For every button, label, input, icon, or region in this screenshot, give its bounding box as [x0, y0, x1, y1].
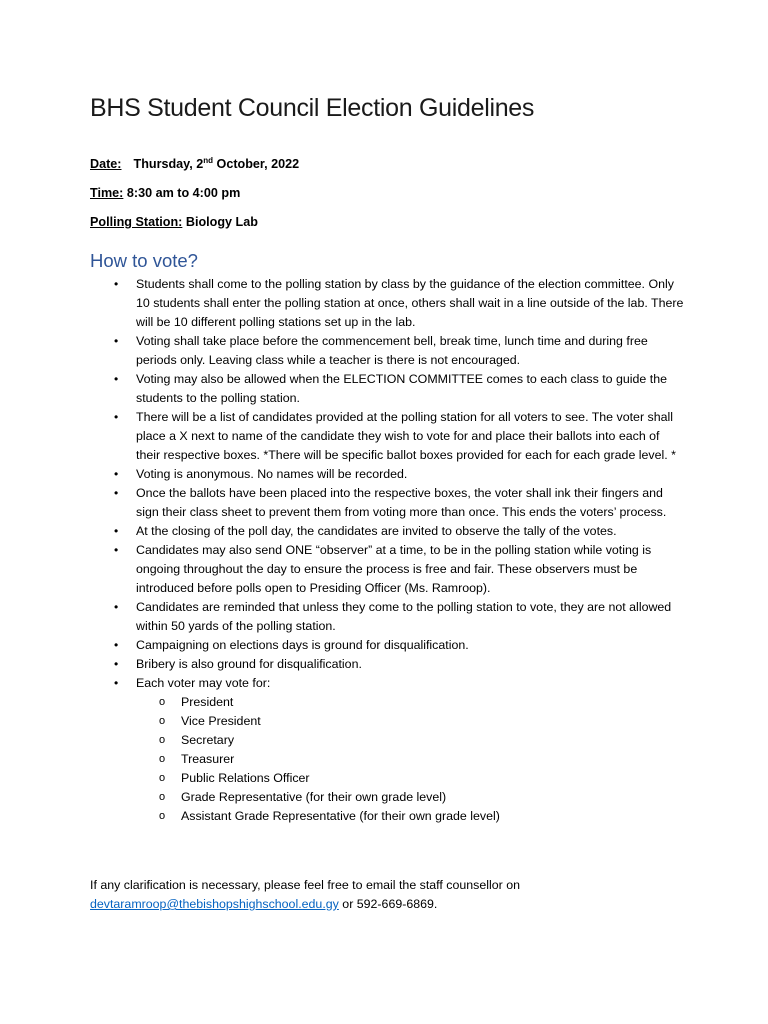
positions-list: [136, 693, 687, 826]
position-item-text: Assistant Grade Representative (for their own grade level): [181, 809, 500, 823]
time-value: 8:30 am to 4:00 pm: [123, 186, 241, 200]
position-item: [136, 769, 687, 788]
footer-text-after: or 592-669-6869.: [338, 897, 438, 911]
circle-bullet-icon: o: [159, 810, 166, 822]
list-item: [112, 408, 687, 465]
bullet-icon: •: [114, 410, 119, 424]
bullet-icon: •: [114, 486, 119, 500]
time-line: [90, 186, 240, 200]
bullet-icon: •: [114, 638, 119, 652]
list-item: [112, 484, 687, 522]
bullet-icon: •: [114, 676, 119, 690]
bullet-icon: •: [114, 524, 119, 538]
position-item-text: Treasurer: [181, 752, 235, 766]
list-item: [112, 522, 687, 541]
position-item: [136, 731, 687, 750]
list-item-text: Voting is anonymous. No names will be recorded.: [136, 467, 408, 481]
document-title: BHS Student Council Election Guidelines: [90, 94, 535, 122]
position-item-text: President: [181, 695, 234, 709]
list-item-text: There will be a list of candidates provided at the polling station for all voters to see. The voter shall place a X next to name of the candidate they wish to vote for and place their ballots into each of their respective boxes. *There will be specific ballot boxes provided for each for each grade level. *: [136, 410, 676, 462]
list-item-text: Candidates may also send ONE “observer” at a time, to be in the polling station while voting is ongoing throughout the day to ensure the process is free and fair. These observers must be introduced before polls open to Presiding Officer (Ms. Ramroop).: [136, 543, 652, 595]
circle-bullet-icon: o: [159, 753, 166, 765]
list-item: [112, 332, 687, 370]
polling-station-line: [90, 215, 258, 229]
circle-bullet-icon: o: [159, 734, 166, 746]
position-item: [136, 712, 687, 731]
position-item: [136, 788, 687, 807]
email-link[interactable]: devtaramroop@thebishopshighschool.edu.gy: [90, 897, 339, 911]
position-item: [136, 693, 687, 712]
bullet-icon: •: [114, 657, 119, 671]
circle-bullet-icon: o: [159, 772, 166, 784]
position-item-text: Secretary: [181, 733, 235, 747]
list-item: [112, 541, 687, 598]
position-item: [136, 750, 687, 769]
date-value: [134, 157, 300, 171]
circle-bullet-icon: o: [159, 696, 166, 708]
time-label: Time:: [90, 186, 124, 200]
date-line: [90, 157, 299, 171]
date-value-ordinal: nd: [203, 155, 214, 165]
date-value-suffix: October, 2022: [213, 157, 300, 171]
list-item: [112, 370, 687, 408]
rules-list: [112, 275, 687, 826]
list-item-text: Campaigning on elections days is ground for disqualification.: [136, 638, 469, 652]
section-heading: How to vote?: [90, 250, 198, 271]
position-item-text: Public Relations Officer: [181, 771, 310, 785]
bullet-icon: •: [114, 600, 119, 614]
list-item-text: Once the ballots have been placed into the respective boxes, the voter shall ink their fingers and sign their class sheet to prevent them from voting more than once. This ends the voters’ process.: [136, 486, 667, 519]
polling-station-label: Polling Station:: [90, 215, 183, 229]
list-item-text: Voting may also be allowed when the ELECTION COMMITTEE comes to each class to guide the students to the polling station.: [136, 372, 667, 405]
list-item: [112, 674, 687, 826]
list-item-text: Candidates are reminded that unless they come to the polling station to vote, they are not allowed within 50 yards of the polling station.: [136, 600, 672, 633]
list-item-text: At the closing of the poll day, the candidates are invited to observe the tally of the votes.: [136, 524, 617, 538]
list-item: [112, 636, 687, 655]
list-item: [112, 465, 687, 484]
bullet-icon: •: [114, 543, 119, 557]
bullet-icon: •: [114, 372, 119, 386]
circle-bullet-icon: o: [159, 791, 166, 803]
list-item-text: Each voter may vote for:: [136, 676, 271, 690]
date-label: Date:: [90, 157, 122, 171]
circle-bullet-icon: o: [159, 715, 166, 727]
bullet-icon: •: [114, 467, 119, 481]
bullet-icon: •: [114, 334, 119, 348]
list-item: [112, 655, 687, 674]
bullet-icon: •: [114, 277, 119, 291]
list-item-text: Students shall come to the polling station by class by the guidance of the election committee. Only 10 students shall enter the polling station at once, others shall wait in a line outside of the lab. There will be 10 different polling stations set up in the lab.: [136, 277, 684, 329]
position-item-text: Grade Representative (for their own grade level): [181, 790, 447, 804]
position-item-text: Vice President: [181, 714, 261, 728]
list-item: [112, 275, 687, 332]
list-item: [112, 598, 687, 636]
footer-note: [90, 876, 690, 914]
polling-station-value: Biology Lab: [182, 215, 258, 229]
date-value-prefix: Thursday, 2: [133, 157, 204, 171]
list-item-text: Bribery is also ground for disqualification.: [136, 657, 362, 671]
list-item-text: Voting shall take place before the commencement bell, break time, lunch time and during free periods only. Leaving class while a teacher is there is not encouraged.: [136, 334, 648, 367]
footer-text-before: If any clarification is necessary, please feel free to email the staff counsellor on: [90, 878, 520, 892]
position-item: [136, 807, 687, 826]
